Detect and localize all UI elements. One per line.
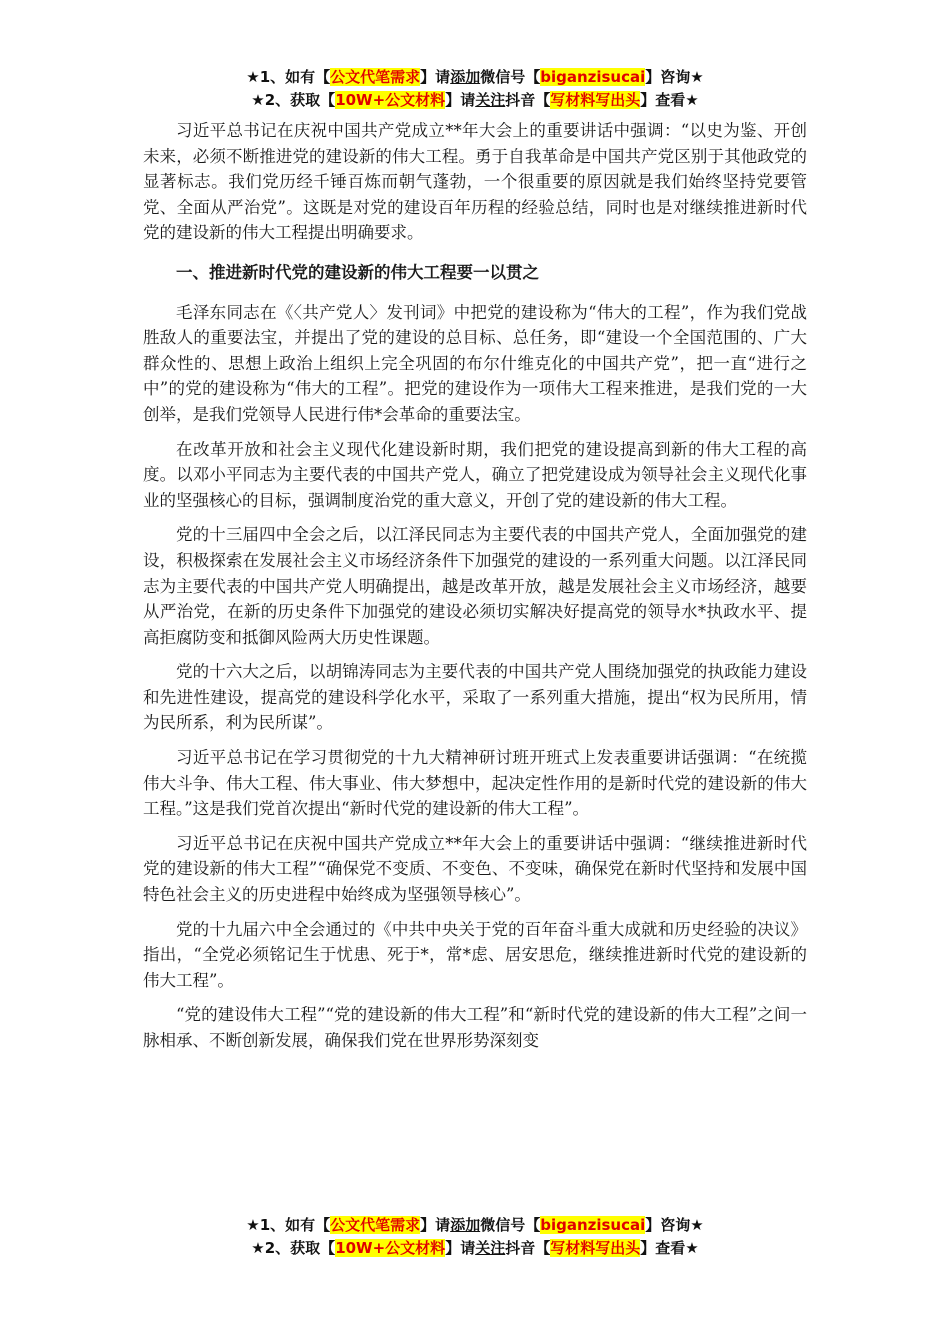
paragraph-9: “党的建设伟大工程”“党的建设新的伟大工程”和“新时代党的建设新的伟大工程”之间一脉相承、不断创新发展，确保我们党在世界形势深刻变: [143, 1005, 807, 1050]
highlight-materials: 10W+公文材料: [335, 91, 446, 109]
highlight-service: 公文代笔需求: [330, 68, 421, 86]
paragraph-2: 毛泽东同志在《〈共产党人〉发刊词》中把党的建设称为“伟大的工程”，作为我们党战胜敌人的重要法宝，并提出了党的建设的总目标、总任务，即“建设一个全国范围的、广大群众性的、思想上政治上组织上完全巩固的布尔什维克化的中国共产党”，把一直“进行之中”的党的建设称为“伟大的工程”。把党的建设作为一项伟大工程来推进，是我们党的一大创举，是我们党领导人民进行伟*会革命的重要法宝。: [143, 302, 807, 424]
highlight-wechat-id: biganzisucai: [540, 68, 646, 86]
paragraph-8: 党的十九届六中全会通过的《中共中央关于党的百年奋斗重大成就和历史经验的决议》指出，“全党必须铭记生于忧患、死于*，常*虑、居安思危，继续推进新时代党的建设新的伟大工程”。: [143, 919, 807, 990]
paragraph-1: 习近平总书记在庆祝中国共产党成立**年大会上的重要讲话中强调：“以史为鉴、开创未来，必须不断推进党的建设新的伟大工程。勇于自我革命是中国共产党区别于其他政党的显著标志。我们党历经千锤百炼而朝气蓬勃，一个很重要的原因就是我们始终坚持党要管党、全面从严治党”。这既是对党的建设百年历程的经验总结，同时也是对继续推进新时代党的建设新的伟大工程提出明确要求。: [143, 121, 807, 243]
header-banner: [0, 66, 950, 112]
paragraph-3: 在改革开放和社会主义现代化建设新时期，我们把党的建设提高到新的伟大工程的高度。以邓小平同志为主要代表的中国共产党人，确立了把党建设成为领导社会主义现代化事业的坚强核心的目标，强调制度治党的重大意义，开创了党的建设新的伟大工程。: [143, 439, 807, 510]
footer-banner: [0, 1214, 950, 1260]
paragraph-6: 习近平总书记在学习贯彻党的十九大精神研讨班开班式上发表重要讲话强调：“在统揽伟大斗争、伟大工程、伟大事业、伟大梦想中，起决定性作用的是新时代党的建设新的伟大工程。”这是我们党首次提出“新时代党的建设新的伟大工程”。: [143, 748, 807, 819]
paragraph-4: 党的十三届四中全会之后，以江泽民同志为主要代表的中国共产党人，全面加强党的建设，积极探索在发展社会主义市场经济条件下加强党的建设的一系列重大问题。以江泽民同志为主要代表的中国共产党人明确提出，越是改革开放，越是发展社会主义市场经济，越要从严治党，在新的历史条件下加强党的建设必须切实解决好提高党的领导水*执政水平、提高拒腐防变和抵御风险两大历史性课题。: [143, 525, 807, 647]
footer-line-2: ★2、获取【10W+公文材料】请关注抖音【写材料写出头】查看★: [251, 1239, 699, 1257]
banner-line-2: ★2、获取【10W+公文材料】请关注抖音【写材料写出头】查看★: [251, 91, 699, 109]
footer-line-1: ★1、如有【公文代笔需求】请添加微信号【biganzisucai】咨询★: [246, 1216, 704, 1234]
document-body: [143, 118, 807, 1063]
section-heading-1: 一、推进新时代党的建设新的伟大工程要一以贯之: [176, 262, 539, 282]
banner-line-1: ★1、如有【公文代笔需求】请添加微信号【biganzisucai】咨询★: [246, 68, 704, 86]
paragraph-7: 习近平总书记在庆祝中国共产党成立**年大会上的重要讲话中强调：“继续推进新时代党的建设新的伟大工程”“确保党不变质、不变色、不变味，确保党在新时代坚持和发展中国特色社会主义的历史进程中始终成为坚强领导核心”。: [143, 833, 807, 905]
highlight-douyin: 写材料写出头: [550, 91, 641, 109]
paragraph-5: 党的十六大之后，以胡锦涛同志为主要代表的中国共产党人围绕加强党的执政能力建设和先进性建设，提高党的建设科学化水平，采取了一系列重大措施，提出“权为民所用，情为民所系，利为民所谋”。: [143, 662, 807, 733]
